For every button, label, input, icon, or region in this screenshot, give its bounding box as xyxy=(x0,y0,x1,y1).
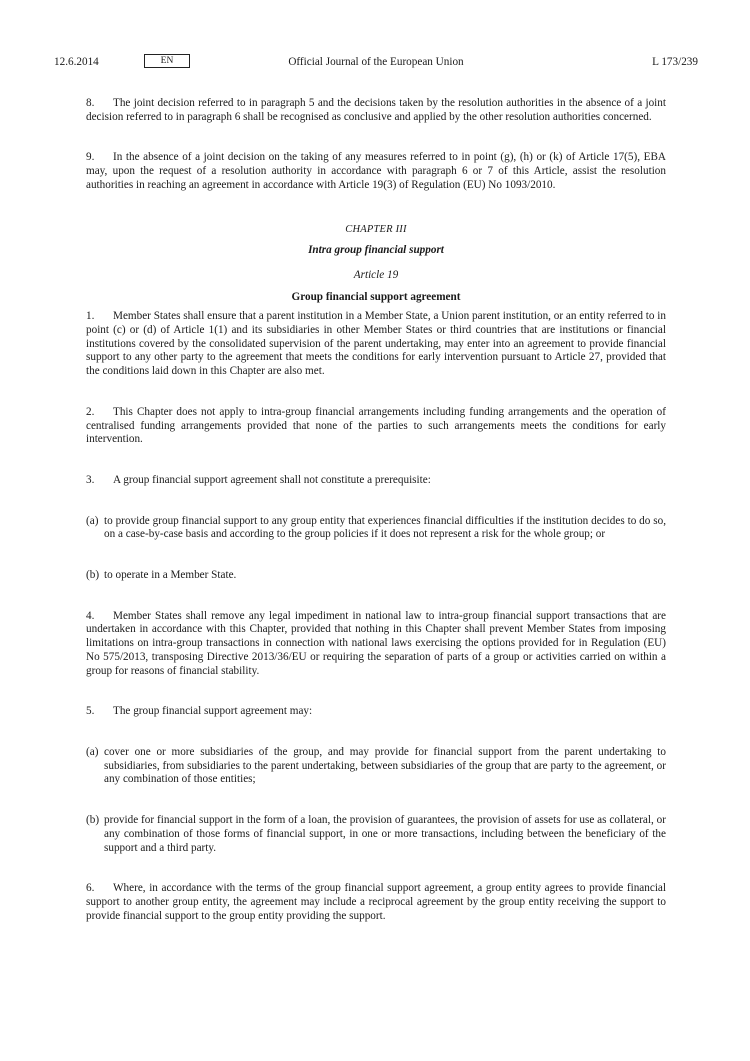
article-paragraph-3: 3. A group financial support agreement shall not constitute a prerequisite: xyxy=(86,473,431,486)
article-title: Group financial support agreement xyxy=(291,290,461,303)
article-paragraph-4: 4. Member States shall remove any legal impediment in national law to intra-group financial support transactions that are undertaken in accordance with this Chapter, provided that nothing in this Chapter shall prevent Member States from imposing limitations on intra-group transactions in connection with national laws exercising the options provided for in Regulation (EU) No 575/2013, transposing Directive 2013/36/EU or requiring the separation of parts of a group or activities carried on within a group for reasons of financial stability. xyxy=(86,609,666,677)
publication-date: 12.6.2014 xyxy=(54,56,99,68)
document-body xyxy=(86,97,666,923)
paragraph-3-point-b: (b) to operate in a Member State. xyxy=(86,569,237,582)
article-paragraph-5: 5. The group financial support agreement may: xyxy=(86,705,313,718)
journal-header xyxy=(54,54,698,72)
paragraph-9: 9. In the absence of a joint decision on the taking of any measures referred to in point (g), (h) or (k) of Article 17(5), EBA may, upon the request of a resolution authority in accordance with paragraph 6 or 7 of this Article, assist the resolution authorities in reaching an agreement in accordance with Article 19(3) of Regulation (EU) No 1093/2010. xyxy=(86,151,666,191)
page-reference: L 173/239 xyxy=(652,56,698,68)
article-paragraph-6: 6. Where, in accordance with the terms of the group financial support agreement, a group entity agrees to provide financial support to another group entity, the agreement may include a reciprocal agreement by the group entity receiving the support to provide financial support to the group entity providing the support. xyxy=(86,882,666,922)
journal-title: Official Journal of the European Union xyxy=(288,56,464,68)
paragraph-3-point-a: (a) to provide group financial support to any group entity that experiences financial difficulties if the institution decides to do so, on a case-by-case basis and according to the group policies if it does not represent a risk for the whole group; or xyxy=(86,514,666,541)
paragraph-5-point-b: (b) provide for financial support in the form of a loan, the provision of guarantees, the provision of assets for use as collateral, or any combination of those forms of financial support, in one or more transactions, including between the beneficiary of the support and a third party. xyxy=(86,814,666,854)
article-heading: Article 19 xyxy=(353,268,399,281)
chapter-title: Intra group financial support xyxy=(308,244,444,257)
article-paragraph-2: 2. This Chapter does not apply to intra-group financial arrangements including funding arrangements and the operation of centralised funding arrangements provided that none of the parties to such arrangements meets the conditions for early intervention. xyxy=(86,405,666,446)
article-paragraph-1: 1. Member States shall ensure that a parent institution in a Member State, a Union parent institution, or an entity referred to in point (c) or (d) of Article 1(1) and its subsidiaries in other Member States or third countries that are institutions or financial institutions covered by the consolidated supervision of the parent undertaking, may enter into an agreement to provide financial support to any other party to the agreement that meets the conditions for early intervention pursuant to Article 27, provided that the conditions laid down in this Chapter are also met. xyxy=(86,310,666,378)
paragraph-5-point-a: (a) cover one or more subsidiaries of the group, and may provide for financial support from the parent undertaking to subsidiaries, from subsidiaries to the parent undertaking, between subsidiaries of the group that are party to the agreement, or any combination of those entities; xyxy=(86,745,666,786)
chapter-heading: CHAPTER III xyxy=(345,223,407,235)
paragraph-8: 8. The joint decision referred to in paragraph 5 and the decisions taken by the resolution authorities in the absence of a joint decision referred to in paragraph 6 shall be recognised as conclusive and applied by the other resolution authorities concerned. xyxy=(86,97,666,123)
language-badge: EN xyxy=(144,54,190,68)
